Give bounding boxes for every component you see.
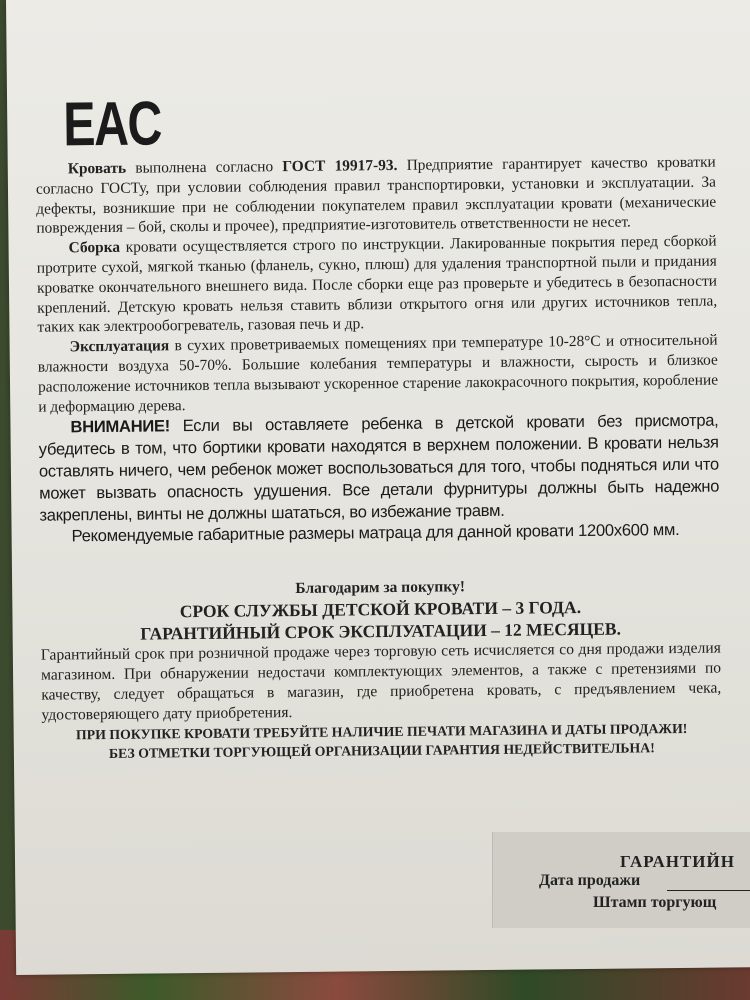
term-operation: Эксплуатация xyxy=(69,337,170,356)
paragraph-attention xyxy=(38,410,719,526)
warranty-period-heading: ГАРАНТИЙНЫЙ СРОК ЭКСПЛУАТАЦИИ – 12 МЕСЯЦЕВ. xyxy=(140,618,622,644)
paragraph-text: Если вы оставляете ребенка в детской кровати без присмотра, убедитесь в том, что бортики кровати находятся в верхнем положении. В кровати нельзя оставлять ничего, чем ребенок может воспользоваться для того, чтобы подняться или что может вызвать опасность удушения. Все детали фурнитуры должны быть надежно закреплены, винты не должны шататься, во избежание травм. xyxy=(38,410,720,525)
invalid-warranty-notice: БЕЗ ОТМЕТКИ ТОРГУЮЩЕЙ ОРГАНИЗАЦИИ ГАРАНТИЯ НЕДЕЙСТВИТЕЛЬНА! xyxy=(108,740,655,761)
paragraph-text: кровати осуществляется строго по инструкции. Лакированные покрытия перед сборкой протрите сухой, мягкой тканью (фланель, сукно, плюш) для удаления транспортной пыли и придания кроватке окончательного внешнего вида. После сборки еще раз проверьте и убедитесь в безопасности креплений. Детскую кровать нельзя ставить вблизи открытого огня или других источников тепла, таких как электрообогреватель, газовая печь и др. xyxy=(36,232,718,337)
eac-logo: EAC xyxy=(62,89,162,160)
paragraph-operation xyxy=(38,331,719,417)
service-life-heading: СРОК СЛУЖБЫ ДЕТСКОЙ КРОВАТИ – 3 ГОДА. xyxy=(179,596,582,622)
attention-section xyxy=(38,410,719,548)
warranty-text: Гарантийный срок при розничной продаже через торговую сеть исчисляется со дня продажи изделия магазином. При обнаружении недостачи комплектующих элементов, а также с претензиями по качеству, следует обращаться в магазин, где приобретена кровать, с предъявлением чека, удостоверяющего дату приобретения. xyxy=(40,639,722,724)
term-assembly: Сборка xyxy=(68,239,121,257)
sale-date-line xyxy=(667,890,750,891)
warranty-stamp-box xyxy=(492,832,750,928)
term-bed: Кровать xyxy=(67,159,127,178)
attention-title: ВНИМАНИЕ! xyxy=(70,416,171,437)
stamp-title: ГАРАНТИЙН xyxy=(620,852,735,871)
sale-date-label: Дата продажи xyxy=(539,872,641,889)
paragraph-assembly xyxy=(37,232,718,338)
requirement-notice: ПРИ ПОКУПКЕ КРОВАТИ ТРЕБУЙТЕ НАЛИЧИЕ ПЕЧАТИ МАГАЗИНА И ДАТЫ ПРОДАЖИ! xyxy=(75,720,688,743)
store-stamp-label: Штамп торгующ xyxy=(593,894,717,911)
gost-reference: ГОСТ 19917-93. xyxy=(282,156,398,176)
paragraph-text: Предприятие гарантирует качество кроватки согласно ГОСТу, при условии соблюдения правил транспортировки, установки и эксплуатации. За дефекты, возникшие при не соблюдении покупателем правил эксплуатации кровати (механические повреждения – бой, сколы и прочее), предприятие-изготовитель ответственности не несет. xyxy=(35,153,717,238)
warranty-section xyxy=(41,638,722,725)
paragraph-text: в сухих проветриваемых помещениях при температуре 10-28°С и относительной влажности воздуха 50-70%. Большие колебания температуры и влажности, сырость и близкое расположение источников тепла вызывают ускоренное старение лакокрасочного покрытия, коробление и деформацию дерева. xyxy=(37,331,719,416)
warranty-sheet xyxy=(6,0,750,975)
thanks-heading: Благодарим за покупку! xyxy=(295,578,466,598)
document-body xyxy=(36,153,722,764)
mattress-size-note: Рекомендуемые габаритные размеры матраца для данной кровати 1200х600 мм. xyxy=(71,520,680,546)
paragraph-text: выполнена согласно xyxy=(126,158,283,177)
paragraph-quality xyxy=(36,153,717,239)
